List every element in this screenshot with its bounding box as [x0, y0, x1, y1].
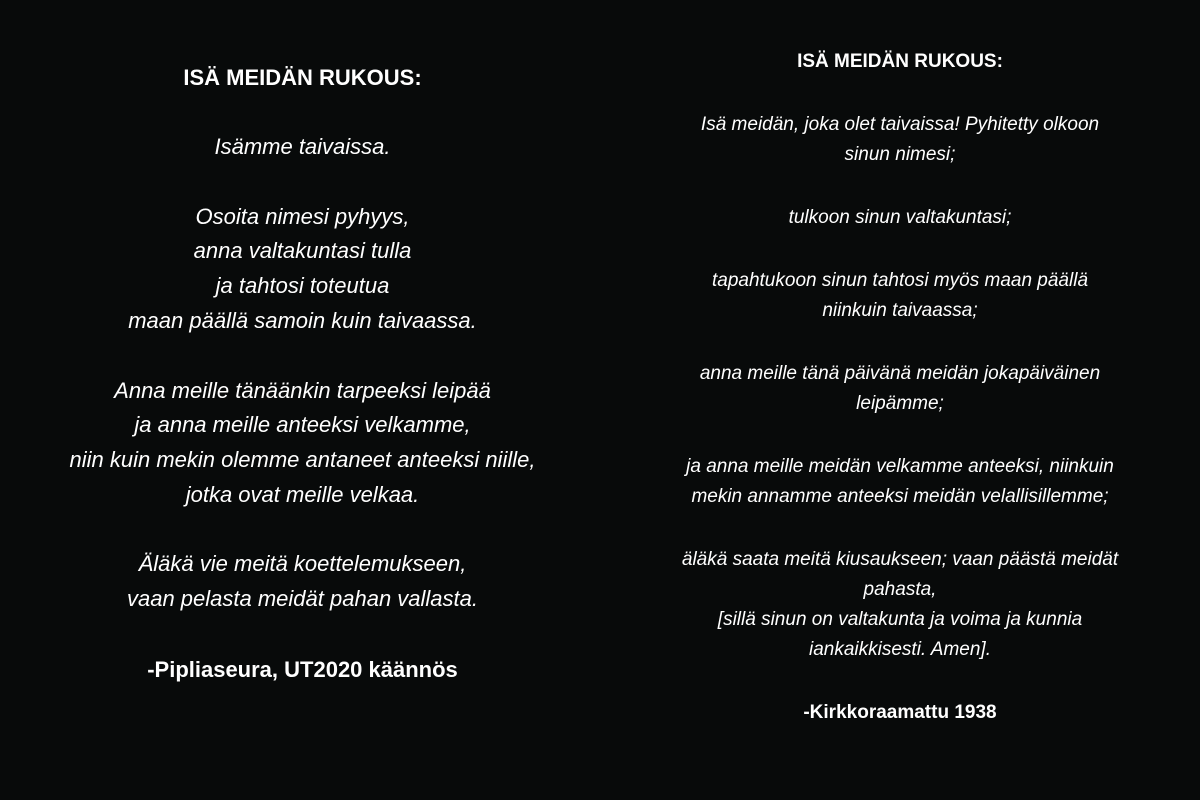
left-stanza	[0, 200, 605, 339]
left-title: ISÄ MEIDÄN RUKOUS:	[183, 65, 422, 90]
left-stanza	[0, 374, 605, 513]
right-line: anna meille tänä päivänä meidän jokapäiväinen	[699, 363, 1101, 384]
left-line: ja anna meille anteeksi velkamme,	[134, 412, 471, 438]
left-line: vaan pelasta meidät pahan vallasta.	[126, 586, 478, 612]
right-line: mekin annamme anteeksi meidän velallisillemme;	[691, 486, 1109, 507]
right-stanza	[600, 545, 1200, 665]
right-line: tulkoon sinun valtakuntasi;	[788, 207, 1012, 228]
left-stanza	[0, 130, 605, 165]
right-line: leipämme;	[856, 393, 944, 414]
right-title: ISÄ MEIDÄN RUKOUS:	[797, 51, 1003, 72]
left-stanza	[0, 547, 605, 616]
left-line: Osoita nimesi pyhyys,	[195, 203, 410, 229]
left-line: Anna meille tänäänkin tarpeeksi leipää	[114, 377, 491, 403]
right-line: pahasta,	[863, 579, 937, 600]
left-line: ja tahtosi toteutua	[215, 273, 390, 299]
right-line: Isä meidän, joka olet taivaissa! Pyhitetty olkoon	[700, 114, 1100, 135]
left-line: niin kuin mekin olemme antaneet anteeksi niille,	[69, 446, 536, 472]
right-attribution: -Kirkkoraamattu 1938	[803, 702, 997, 723]
left-column-ut2020	[0, 0, 605, 687]
right-line: tapahtukoon sinun tahtosi myös maan päällä	[711, 270, 1089, 291]
right-stanza	[600, 110, 1200, 170]
right-stanza	[600, 452, 1200, 512]
right-line: niinkuin taivaassa;	[822, 300, 978, 321]
right-column-kr1938	[600, 0, 1200, 728]
right-line: ja anna meille meidän velkamme anteeksi, niinkuin	[686, 456, 1114, 477]
left-line: jotka ovat meille velkaa.	[185, 481, 420, 507]
right-line: sinun nimesi;	[844, 144, 956, 165]
left-line: Isämme taivaissa.	[214, 134, 391, 159]
right-line: äläkä saata meitä kiusaukseen; vaan päästä meidät	[681, 549, 1119, 570]
right-stanza	[600, 266, 1200, 326]
left-line: maan päällä samoin kuin taivaassa.	[128, 307, 477, 333]
right-line: [sillä sinun on valtakunta ja voima ja kunnia	[717, 609, 1083, 630]
left-line: Äläkä vie meitä koettelemukseen,	[138, 551, 467, 577]
right-stanza	[600, 203, 1200, 233]
right-line: iankaikkisesti. Amen].	[809, 639, 991, 660]
left-line: anna valtakuntasi tulla	[193, 238, 412, 264]
right-stanza	[600, 359, 1200, 419]
left-attribution: -Pipliaseura, UT2020 käännös	[147, 656, 458, 682]
